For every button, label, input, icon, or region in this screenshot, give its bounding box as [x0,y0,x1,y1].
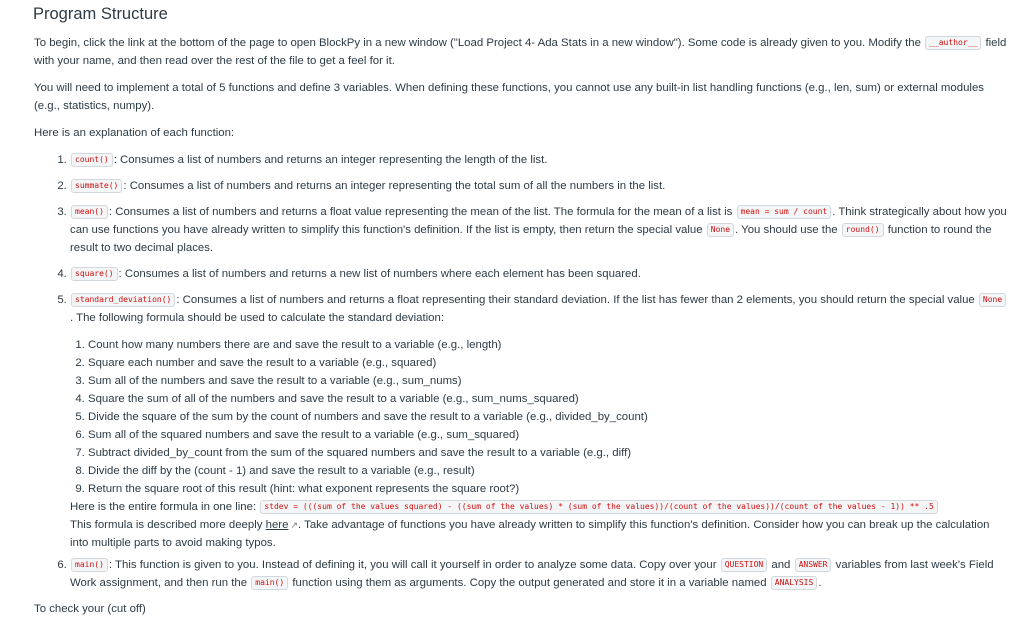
requirements-paragraph: You will need to implement a total of 5 functions and define 3 variables. When defining these functions, you cannot use any built-in list handling functions (e.g., len, sum) or external modules (e.g., statistics, numpy). [34,82,984,112]
step-item: 4. Square the sum of all of the numbers and save the result to a variable (e.g., sum_nums_squared) [88,390,1010,408]
none-code: None [707,223,734,237]
answer-code: ANSWER [795,558,832,572]
round-code: round() [842,223,884,237]
here-link[interactable]: here [265,519,289,531]
main-code: main() [71,558,108,572]
stdev-steps [70,336,1010,498]
formula-description: This formula is described more deeply here ↗. Take advantage of functions you have already written to simplify this function's definition. Consider how you can break up the calculation into multiple parts to avoid making typos. [70,519,990,549]
question-code: QUESTION [721,558,768,572]
mean-formula-code: mean = sum / count [737,205,832,219]
square-code: square() [71,267,118,281]
step-item: 1. Count how many numbers there are and save the result to a variable (e.g., length) [88,336,1010,354]
stdev-formula-code: stdev = (((sum of the values squared) - ((sum of the values) * (sum of the values))/(count of the values))/(count of the values - 1)) ** .5 [260,500,937,514]
intro-paragraph: To begin, click the link at the bottom of the page to open BlockPy in a new window ("Load Project 4- Ada Stats in a new window"). Some code is already given to you. Modify the __author__ field with your name, and then read over the rest of the file to get a feel for it. [34,37,1007,67]
step-item: 5. Divide the square of the sum by the count of numbers and save the result to a variable (e.g., divided_by_count) [88,408,1010,426]
list-item-stdev: 5. standard_deviation() : Consumes a list of numbers and returns a float representing their standard deviation. If the list has fewer than 2 elements, you should return the special value None. The following formula should be used to calculate the standard deviation: 1. Count how many numbers there are and save the result to a variable (e.g., length) 2. Square each number and save the result to a variable (e.g., squared) 3. Sum all of the numbers and save the result to a variable (e.g., sum_nums) 4. Square the sum of all of the numbers and save the result to a variable (e.g., sum_nums_squared) 5. Divide the square of the sum by the count of numbers and save the result to a variable (e.g., divided_by_count) 6. Sum all of the squared numbers and save the result to a variable (e.g., sum_squared) 7. Subtract divided_by_count from the sum of the squared numbers and save the result to a variable (e.g., diff) 8. Divide the diff by the (count - 1) and save the result to a variable (e.g., result) 9. Return the square root of this result (hint: what exponent represents the square root?) Here is the entire formula in one line: stdev = (((sum of the values squared) - ((sum of the values) * (sum of the values))/(count of the values))/(count of the values - 1)) ** .5 This formula is described more deeply here ↗. Take advantage of functions you have already written to simplify this function's definition. Consider how you can break up the calculation into multiple parts to avoid making typos. [70,291,1010,552]
step-item: 2. Square each number and save the result to a variable (e.g., squared) [88,354,1010,372]
oneline-formula: Here is the entire formula in one line: stdev = (((sum of the values squared) - ((sum of the values) * (sum of the values))/(count of the values))/(count of the values - 1)) ** .5 [70,498,1010,516]
list-item-count: 1. count() : Consumes a list of numbers and returns an integer representing the length of the list. [70,151,1010,169]
analysis-code: ANALYSIS [771,576,818,590]
list-item-square: 4. square() : Consumes a list of numbers and returns a new list of numbers where each element has been squared. [70,265,1010,283]
list-item-main: 6. main() : This function is given to you. Instead of defining it, you will call it yourself in order to analyze some data. Copy over your QUESTION and ANSWER variables from last week's Field Work assignment, and then run the main() function using them as arguments. Copy the output generated and store it in a variable named ANALYSIS . [70,556,1010,592]
cutoff-text: To check your (cut off) [34,603,146,615]
page-title: Program Structure [33,5,168,23]
stdev-code: standard_deviation() [71,293,175,307]
step-item: 6. Sum all of the squared numbers and save the result to a variable (e.g., sum_squared) [88,426,1010,444]
step-item: 7. Subtract divided_by_count from the sum of the squared numbers and save the result to a variable (e.g., diff) [88,444,1010,462]
none-code: None [979,293,1006,307]
main-call-code: main() [251,576,288,590]
author-code: __author__ [925,36,981,50]
count-code: count() [71,153,113,167]
list-item-mean: 3. mean() : Consumes a list of numbers and returns a float value representing the mean of the list. The formula for the mean of a list is mean = sum / count . Think strategically about how you can use functions you have already written to simplify this function's definition. If the list is empty, then return the special value None . You should use the round() function to round the result to two decimal places. [70,203,1010,257]
external-link-icon: ↗ [290,520,298,530]
summate-code: summate() [71,179,122,193]
list-item-summate: 2. summate() : Consumes a list of numbers and returns an integer representing the total sum of all the numbers in the list. [70,177,1010,195]
mean-code: mean() [71,205,108,219]
step-item: 8. Divide the diff by the (count - 1) and save the result to a variable (e.g., result) [88,462,1010,480]
function-list [34,151,1010,592]
step-item: 9. Return the square root of this result (hint: what exponent represents the square root?) [88,480,1010,498]
explanation-heading: Here is an explanation of each function: [34,127,235,139]
step-item: 3. Sum all of the numbers and save the result to a variable (e.g., sum_nums) [88,372,1010,390]
